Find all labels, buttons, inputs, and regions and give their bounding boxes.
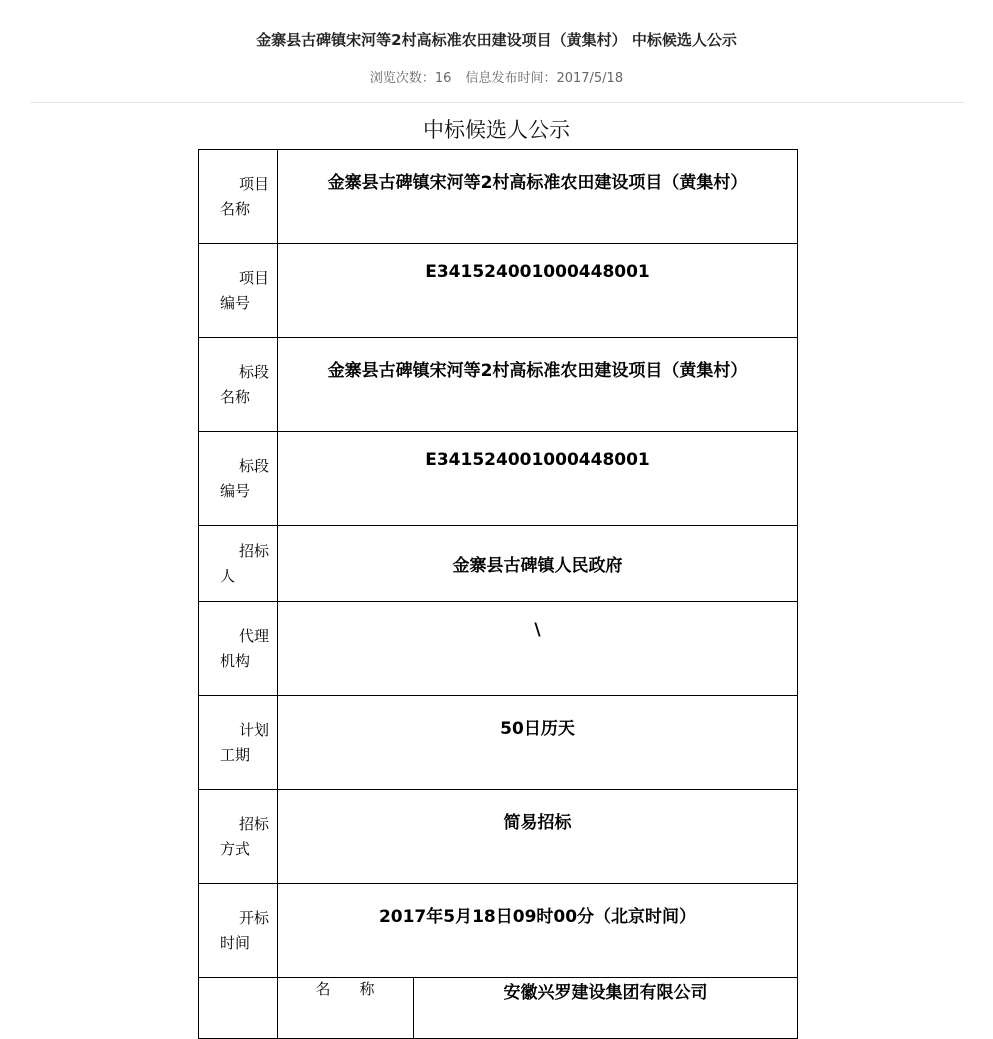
row-label: 招标人: [199, 526, 278, 602]
publish-date: 信息发布时间：2017/5/18: [465, 71, 624, 86]
row-label: 招标方式: [199, 790, 278, 884]
article-meta: [0, 67, 993, 86]
table-row: [199, 150, 798, 244]
table-row: [199, 602, 798, 696]
row-label: 计划工期: [199, 696, 278, 790]
candidate-name-label: 名 称: [278, 978, 414, 1039]
table-row: [199, 884, 798, 978]
row-value: E341524001000448001: [278, 244, 798, 338]
announcement-table: [198, 149, 798, 1039]
candidate-label-cell: [199, 978, 278, 1039]
row-value: 金寨县古碑镇宋河等2村高标准农田建设项目（黄集村）: [278, 150, 798, 244]
candidate-row: [199, 978, 798, 1039]
row-value: 金寨县古碑镇宋河等2村高标准农田建设项目（黄集村）: [278, 338, 798, 432]
table-row: [199, 696, 798, 790]
row-value: 金寨县古碑镇人民政府: [278, 526, 798, 602]
row-value: 2017年5月18日09时00分（北京时间）: [278, 884, 798, 978]
table-row: [199, 526, 798, 602]
document-heading: 中标候选人公示: [423, 118, 570, 142]
view-count: 浏览次数：16: [369, 71, 452, 86]
page-title: 金寨县古碑镇宋河等2村高标准农田建设项目（黄集村） 中标候选人公示: [256, 31, 737, 49]
row-value: 简易招标: [278, 790, 798, 884]
table-row: [199, 790, 798, 884]
row-value: 50日历天: [278, 696, 798, 790]
row-value: \: [278, 602, 798, 696]
row-label: 标段名称: [199, 338, 278, 432]
table-row: [199, 338, 798, 432]
row-label: 开标时间: [199, 884, 278, 978]
row-label: 标段编号: [199, 432, 278, 526]
table-row: [199, 244, 798, 338]
table-row: [199, 432, 798, 526]
row-value: E341524001000448001: [278, 432, 798, 526]
candidate-name-value: 安徽兴罗建设集团有限公司: [414, 978, 798, 1039]
divider: [30, 102, 965, 103]
row-label: 代理机构: [199, 602, 278, 696]
row-label: 项目编号: [199, 244, 278, 338]
row-label: 项目名称: [199, 150, 278, 244]
